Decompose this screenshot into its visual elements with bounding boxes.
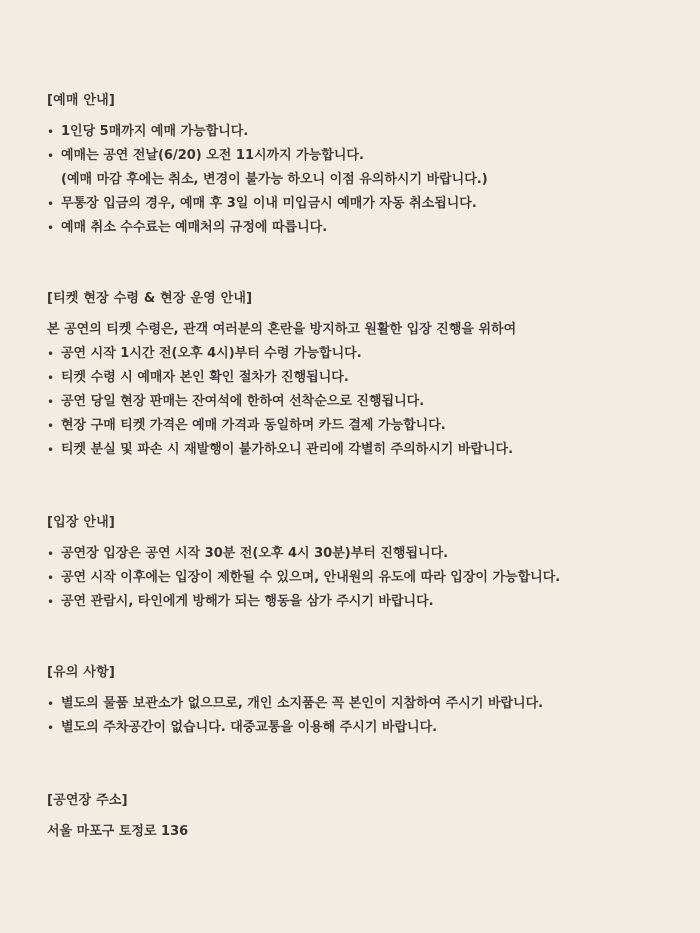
list-item: • 별도의 물품 보관소가 없으므로, 개인 소지품은 꼭 본인이 지참하여 주시기 바랍니다. (47, 692, 667, 716)
list-item: • 티켓 분실 및 파손 시 재발행이 불가하오니 관리에 각별히 주의하시기 바랍니다. (47, 438, 667, 462)
list-item: • 현장 구매 티켓 가격은 예매 가격과 동일하며 카드 결제 가능합니다. (47, 414, 667, 438)
entry-list (47, 542, 667, 614)
section-heading: [유의 사항] (47, 665, 116, 680)
list-item: • 공연 시작 1시간 전(오후 4시)부터 수령 가능합니다. (47, 342, 667, 366)
list-item: • 공연장 입장은 공연 시작 30분 전(오후 4시 30분)부터 진행됩니다. (47, 542, 667, 566)
section-reservation (47, 92, 667, 240)
list-item: • 공연 시작 이후에는 입장이 제한될 수 있으며, 안내원의 유도에 따라 입장이 가능합니다. (47, 566, 667, 590)
list-item: • 별도의 주차공간이 없습니다. 대중교통을 이용해 주시기 바랍니다. (47, 716, 667, 740)
reservation-list (47, 120, 667, 240)
ticket-pickup-list (47, 342, 667, 462)
section-heading: [입장 안내] (47, 515, 116, 530)
list-item: • 공연 관람시, 타인에게 방해가 되는 행동을 삼가 주시기 바랍니다. (47, 590, 667, 614)
section-heading: [티켓 현장 수령 & 현장 운영 안내] (47, 291, 253, 306)
section-notes (47, 664, 667, 740)
section-address (47, 792, 667, 844)
notes-list (47, 692, 667, 740)
list-item: • 무통장 입금의 경우, 예매 후 3일 이내 미입금시 예매가 자동 취소됩니다. (47, 192, 667, 216)
section-heading: [공연장 주소] (47, 793, 128, 808)
venue-address: 서울 마포구 토정로 136 (47, 824, 189, 839)
section-heading: [예매 안내] (47, 93, 116, 108)
list-item: • 티켓 수령 시 예매자 본인 확인 절차가 진행됩니다. (47, 366, 667, 390)
list-item: • 예매는 공연 전날(6/20) 오전 11시까지 가능합니다. (47, 144, 667, 168)
list-item-continuation: (예매 마감 후에는 취소, 변경이 불가능 하오니 이점 유의하시기 바랍니다.) (61, 172, 488, 187)
section-entry (47, 514, 667, 614)
list-item: • 공연 당일 현장 판매는 잔여석에 한하여 선착순으로 진행됩니다. (47, 390, 667, 414)
section-ticket-pickup (47, 290, 667, 462)
list-item: • 1인당 5매까지 예매 가능합니다. (47, 120, 667, 144)
list-item: • 예매 취소 수수료는 예매처의 규정에 따릅니다. (47, 216, 667, 240)
section-intro: 본 공연의 티켓 수령은, 관객 여러분의 혼란을 방지하고 원활한 입장 진행을 위하여 (47, 322, 517, 337)
